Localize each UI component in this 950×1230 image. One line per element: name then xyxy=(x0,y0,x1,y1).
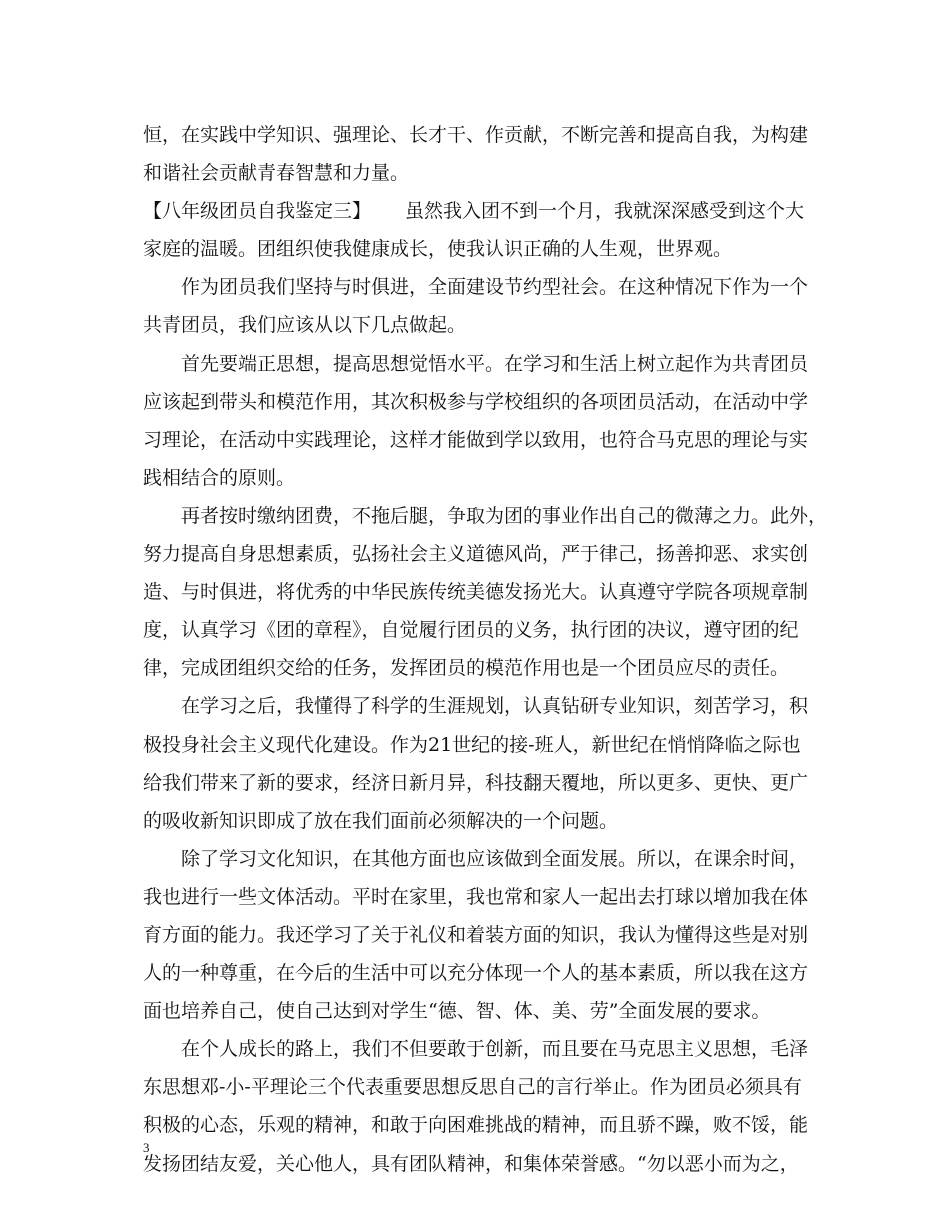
text-line: 践相结合的原则。 xyxy=(143,466,296,489)
text-line: 的吸收新知识即成了放在我们面前必须解决的一个问题。 xyxy=(143,809,619,832)
text-line: 极投身社会主义现代化建设。作为21世纪的接-班人，新世纪在悄悄降临之际也 xyxy=(143,733,801,756)
text-line: 人的一种尊重，在今后的生活中可以充分体现一个人的基本素质，所以我在这方 xyxy=(143,962,809,985)
text-line: 东思想邓-小-平理论三个代表重要思想反思自己的言行举止。作为团员必须具有 xyxy=(143,1076,802,1099)
section-heading-line xyxy=(143,192,828,230)
text-line: 面也培养自己，使自己达到对学生“德、智、体、美、劳”全面发展的要求。 xyxy=(143,1000,771,1023)
text-line: 律，完成团组织交给的任务，发挥团员的模范作用也是一个团员应尽的责任。 xyxy=(143,657,790,680)
text-line: 和谐社会贡献青春智慧和力量。 xyxy=(143,162,410,185)
text-line: 恒，在实践中学知识、强理论、长才干、作贡献，不断完善和提高自我，为构建 xyxy=(143,124,809,146)
paragraph-start-line: 作为团员我们坚持与时俱进，全面建设节约型社会。在这种情况下作为一个 xyxy=(181,276,809,299)
paragraph-start-line: 除了学习文化知识，在其他方面也应该做到全面发展。所以，在课余时间， xyxy=(181,847,809,870)
text-line: 应该起到带头和模范作用，其次积极参与学校组织的各项团员活动，在活动中学 xyxy=(143,390,809,413)
paragraph-start-line: 在学习之后，我懂得了科学的生涯规划，认真钻研专业知识，刻苦学习，积 xyxy=(181,695,809,718)
text-line: 我也进行一些文体活动。平时在家里，我也常和家人一起出去打球以增加我在体 xyxy=(143,885,809,908)
document-body xyxy=(143,116,828,1183)
paragraph-start-line: 在个人成长的路上，我们不但要敢于创新，而且要在马克思主义思想，毛泽 xyxy=(181,1038,809,1061)
text-line: 家庭的温暖。团组织使我健康成长，使我认识正确的人生观，世界观。 xyxy=(143,238,733,261)
paragraph-start-line: 首先要端正思想，提高思想觉悟水平。在学习和生活上树立起作为共青团员 xyxy=(181,352,809,375)
text-line: 共青团员，我们应该从以下几点做起。 xyxy=(143,314,467,337)
text-line: 造、与时俱进，将优秀的中华民族传统美德发扬光大。认真遵守学院各项规章制 xyxy=(143,581,809,604)
text-line: 育方面的能力。我还学习了关于礼仪和着装方面的知识，我认为懂得这些是对别 xyxy=(143,923,809,946)
page-number: 3 xyxy=(143,1140,150,1155)
text-line: 给我们带来了新的要求，经济日新月异，科技翻天覆地，所以更多、更快、更广 xyxy=(143,771,809,794)
text-line: 度，认真学习《团的章程》，自觉履行团员的义务，执行团的决议，遵守团的纪 xyxy=(143,619,799,642)
text-line: 积极的心态，乐观的精神，和敢于向困难挑战的精神，而且骄不躁，败不馁，能 xyxy=(143,1114,809,1137)
section-heading: 【八年级团员自我鉴定三】 xyxy=(143,200,372,223)
text-line: 习理论，在活动中实践理论，这样才能做到学以致用，也符合马克思的理论与实 xyxy=(143,428,809,451)
text-line: 发扬团结友爱，关心他人，具有团队精神，和集体荣誉感。“勿以恶小而为之， xyxy=(143,1152,799,1175)
paragraph-start-line: 再者按时缴纳团费，不拖后腿，争取为团的事业作出自己的微薄之力。此外， xyxy=(181,504,828,527)
section-intro-text: 虽然我入团不到一个月，我就深深感受到这个大 xyxy=(405,200,805,223)
text-line: 努力提高自身思想素质，弘扬社会主义道德风尚，严于律己，扬善抑恶、求实创 xyxy=(143,543,809,566)
